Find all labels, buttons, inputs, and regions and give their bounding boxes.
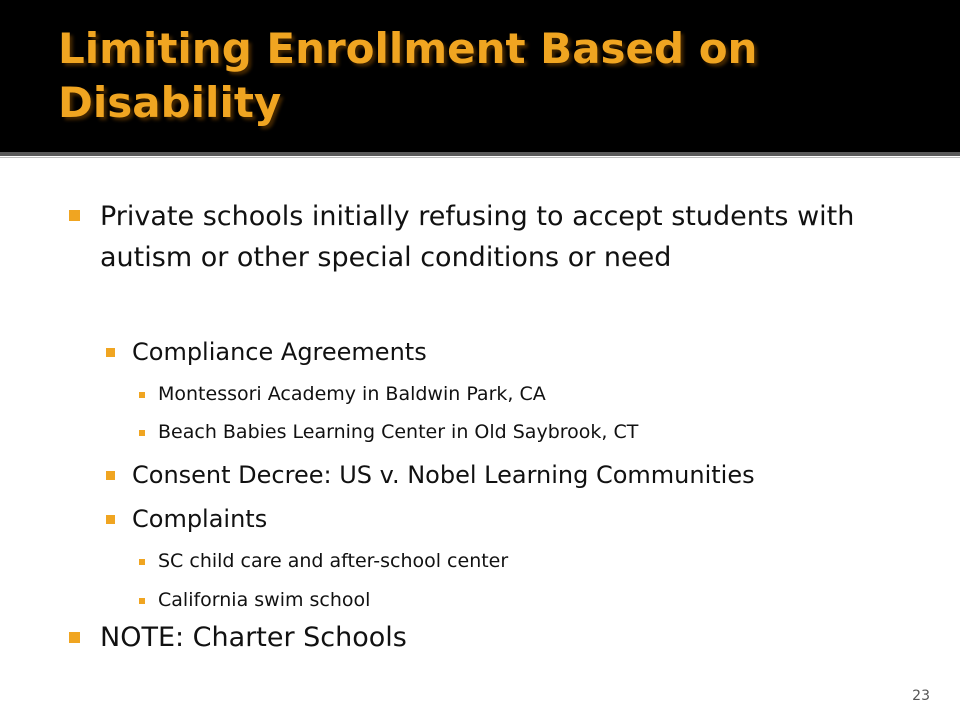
bullet-level-3: Beach Babies Learning Center in Old Saybrook, CT: [158, 421, 639, 443]
square-bullet-icon: [139, 598, 145, 604]
bullet-level-2: Compliance Agreements: [132, 338, 427, 366]
square-bullet-icon: [106, 515, 115, 524]
slide-title: Limiting Enrollment Based on Disability: [58, 24, 758, 127]
square-bullet-icon: [106, 348, 115, 357]
bullet-level-2: Complaints: [132, 505, 268, 533]
square-bullet-icon: [139, 392, 145, 398]
square-bullet-icon: [69, 632, 80, 643]
bullet-level-2: Consent Decree: US v. Nobel Learning Communities: [132, 461, 755, 489]
page-number: 23: [912, 688, 930, 704]
square-bullet-icon: [139, 559, 145, 565]
bullet-level-3: SC child care and after-school center: [158, 550, 509, 572]
bullet-level-1: Private schools initially refusing to accept students with autism or other special conditions or need: [100, 201, 855, 273]
square-bullet-icon: [69, 210, 80, 221]
bullet-level-3: California swim school: [158, 589, 371, 611]
square-bullet-icon: [106, 471, 115, 480]
square-bullet-icon: [139, 430, 145, 436]
bullet-level-1: NOTE: Charter Schools: [100, 622, 407, 653]
bullet-level-3: Montessori Academy in Baldwin Park, CA: [158, 383, 546, 405]
